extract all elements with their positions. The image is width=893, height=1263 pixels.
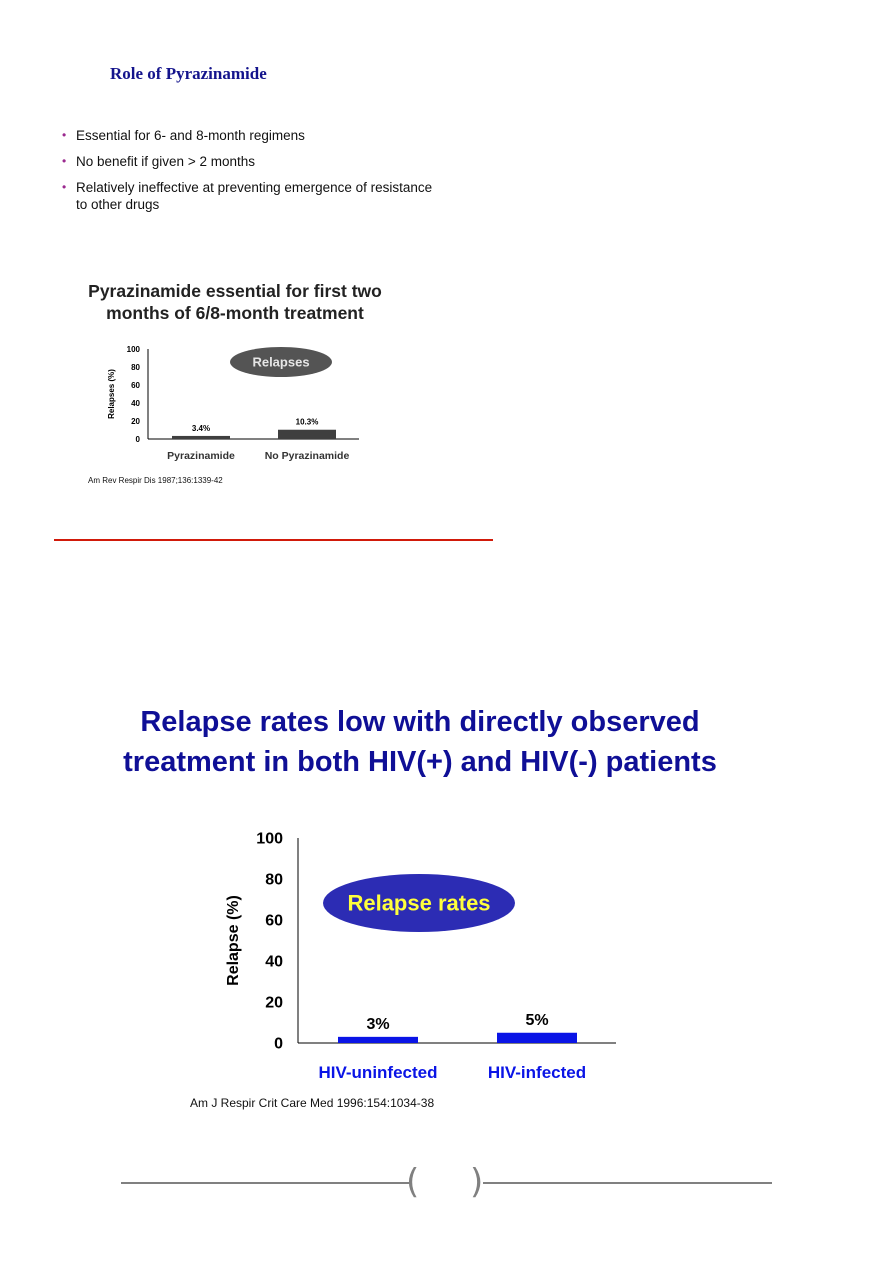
y-tick-label: 80 [131, 362, 140, 372]
chart1-reference: Am Rev Respir Dis 1987;136:1339-42 [88, 476, 223, 485]
x-category-label: No Pyrazinamide [264, 450, 350, 462]
y-axis-label: Relapses (%) [107, 369, 116, 419]
slide1-title: Role of Pyrazinamide [110, 64, 267, 83]
bullet-dot-icon: • [62, 180, 67, 194]
y-axis-label: Relapse (%) [225, 895, 242, 986]
bullet-dot-icon: • [62, 154, 67, 168]
y-tick-label: 40 [131, 398, 140, 408]
x-category-label: HIV-uninfected [318, 1063, 438, 1082]
bar-value-label: 3% [366, 1015, 390, 1033]
chart1-title: Pyrazinamide essential for first two months of 6/8-month treatment [88, 281, 382, 323]
y-tick-label: 100 [256, 830, 283, 848]
bar [497, 1033, 577, 1043]
y-tick-label: 20 [131, 416, 140, 426]
bullet-text: Essential for 6- and 8-month regimens [76, 128, 305, 143]
bullet-dot-icon: • [62, 128, 67, 142]
y-tick-label: 0 [274, 1035, 283, 1053]
bar [338, 1037, 418, 1043]
footer-line-right [483, 1182, 772, 1184]
legend-badge-label: Relapse rates [347, 890, 491, 916]
bar-value-label: 5% [525, 1011, 549, 1029]
y-tick-label: 20 [265, 994, 283, 1012]
y-tick-label: 80 [265, 871, 283, 889]
x-category-label: Pyrazinamide [167, 450, 235, 462]
bar-value-label: 3.4% [191, 423, 211, 433]
bar [278, 430, 336, 439]
footer-left-bracket-icon: ( [406, 1162, 420, 1202]
y-tick-label: 60 [131, 380, 140, 390]
bullet-text: Relatively ineffective at preventing emergence of resistance to other drugs [76, 180, 433, 212]
bullet-text: No benefit if given > 2 months [76, 154, 255, 169]
footer-line-left [121, 1182, 411, 1184]
chart2-reference: Am J Respir Crit Care Med 1996:154:1034-38 [190, 1096, 435, 1110]
y-tick-label: 60 [265, 912, 283, 930]
x-category-label: HIV-infected [487, 1063, 587, 1082]
y-tick-label: 0 [135, 434, 140, 444]
legend-badge-label: Relapses [252, 354, 310, 370]
bar-value-label: 10.3% [295, 417, 319, 427]
y-tick-label: 100 [126, 344, 140, 354]
footer-right-bracket-icon: ) [470, 1162, 484, 1202]
red-divider [54, 539, 493, 541]
bar [172, 436, 230, 439]
slide2-title: Relapse rates low with directly observed treatment in both HIV(+) and HIV(-) patients [123, 706, 717, 778]
y-tick-label: 40 [265, 953, 283, 971]
